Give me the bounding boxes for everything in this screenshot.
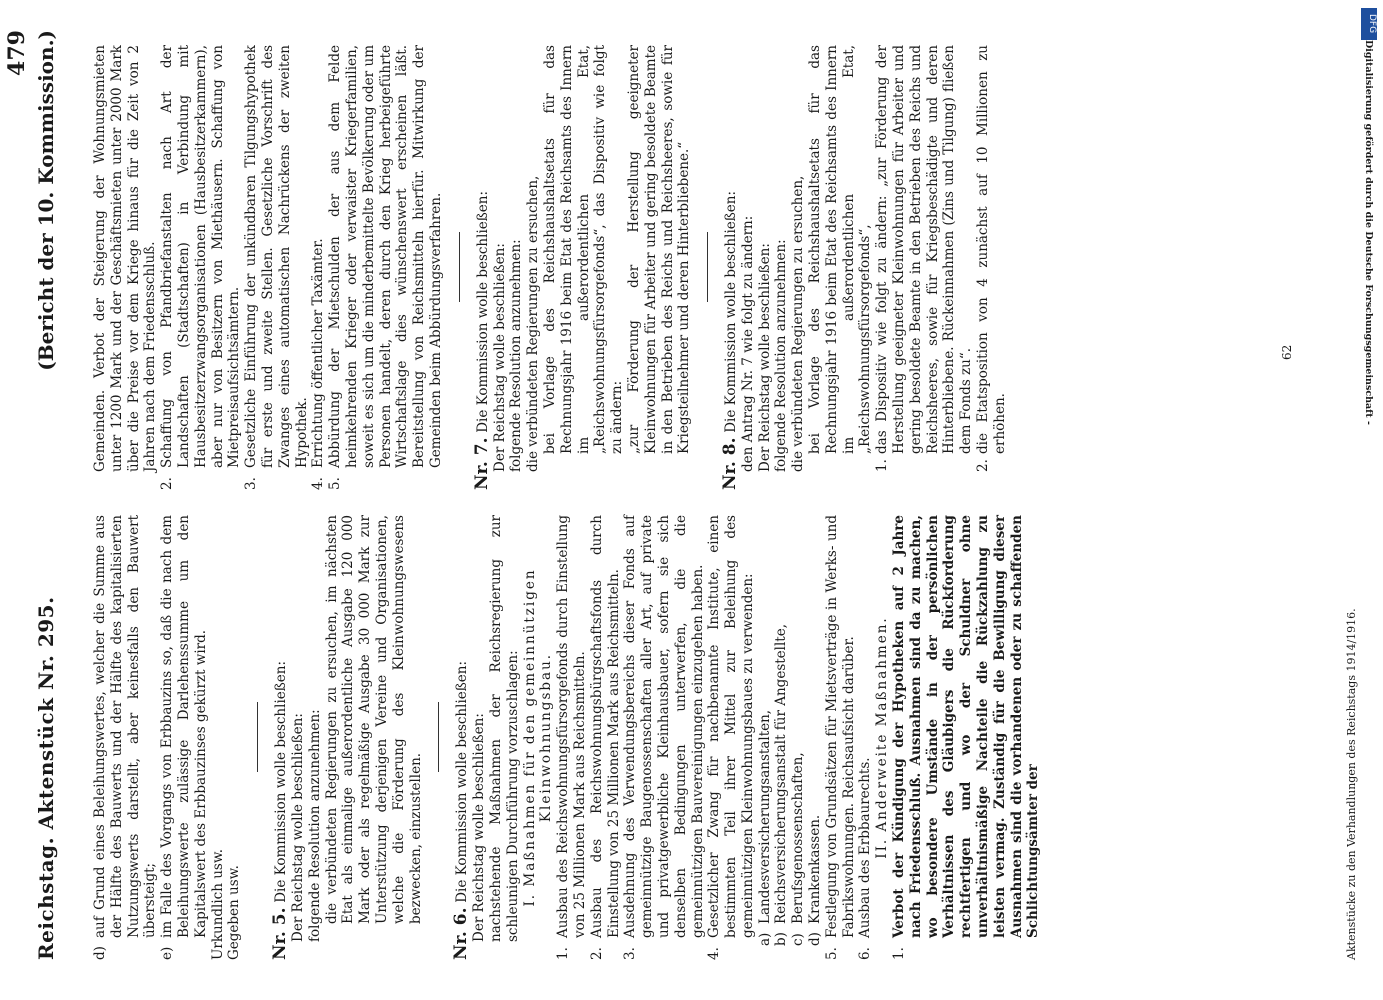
header-title: Reichstag. Aktenstück Nr. 295. — [34, 596, 58, 960]
paragraph: die verbündeten Regierungen zu ersuchen, im nächsten Etat als einmalige außerordentliche Ausgabe 120 000 Mark oder als regelmäßige Ausgabe 30 000 Mark zur Unterstützung derjenigen Vereine und Organisationen, welche die Förderung des Kleinwohnungswesens bezwecken, einzustellen. — [323, 515, 424, 924]
section-heading: Nr. 7. Die Kommission wolle beschließen: — [471, 190, 492, 490]
list-item: 3. Ausdehnung des Verwendungsbereichs dieser Fonds auf gemeinnützige Baugenossenschaften aller Art, auf private und privatgewerbliche Kleinhausbauer, sofern sie sich denselben Bedingungen unterwerfen, die die gemeinnützigen Bauvereinigungen einzugehen haben. — [622, 515, 706, 960]
section-heading: Nr. 6. Die Kommission wolle beschließen: — [451, 660, 472, 960]
list-item: 5. Abbürdung der Mietschulden der aus dem Felde heimkehrenden Krieger oder verwaister Kriegerfamilien, soweit es sich um die minderbemittelte Bevölkerung oder um Personen handelt, deren durch den Krieg herbeigeführte Wirtschaftslage dies wünschenswert erscheinen läßt. Bereitstellung von Reichsmitteln hierfür. Mitwirkung der Gemeinden beim Abbürdungsverfahren. — [327, 45, 444, 490]
list-item: 4. Gesetzlicher Zwang für nachbenannte Institute, einen bestimmten Teil ihrer Mittel zur Beleihung des gemeinnützigen Kleinwohnungsbaues zu verwenden: — [706, 515, 756, 960]
text-line: folgende Resolution anzunehmen: — [306, 709, 323, 942]
divider — [707, 233, 708, 303]
left-column — [92, 515, 1042, 960]
closing-line: Urkundlich usw. — [209, 848, 226, 960]
paragraph: bei Vorlage des Reichshaushaltsetats für das Rechnungsjahr 1916 beim Etat des Reichsamts des Innern im außerordentlichen Etat, „Reichswohnungsfürsorgefonds“, das Dispositiv wie folgt zu ändern: — [541, 45, 626, 454]
list-item: e) im Falle des Vorgangs von Erbbauzins so, daß die nach dem Beleihungswerte zulässige Darlehenssumme um den Kapitalswert des Erbbauzinses gekürzt wird. — [159, 515, 209, 960]
dfg-logo: DFG — [1361, 8, 1377, 40]
quote: „zur Förderung der Herstellung geeigneter Kleinwohnungen für Arbeiter und gering besoldete Beamte in den Betrieben des Reichs und Reichsheeres, sowie für Kriegsteilnehmer und deren Hinterbliebene.“ — [625, 45, 693, 454]
text-line: die verbündeten Regierungen zu ersuchen, — [790, 175, 807, 472]
page-number: 479 — [4, 30, 30, 76]
list-item: 1. Ausbau des Reichswohnungsfürsorgefonds durch Einstellung von 25 Millionen Mark aus Reichsmitteln. — [555, 515, 588, 960]
list-item: 1. das Dispositiv wie folgt zu ändern: „zur Förderung der Herstellung geeigneter Kleinwohnungen für Arbeiter und gering besoldete Beamte in den Betrieben des Reichs und Reichsheeres, sowie für Kriegsbeschädigte und deren Hinterbliebene. Rückeinnahmen (Zins und Tilgung) fließen dem Fonds zu“. — [874, 45, 975, 472]
sub-item: a) Landesversicherungsanstalten, — [756, 709, 773, 946]
page-header — [4, 30, 68, 960]
section-heading: Nr. 8. Die Kommission wolle beschließen: — [720, 190, 741, 490]
paragraph: Gemeinden. Verbot der Steigerung der Wohnungsmieten unter 1200 Mark und der Geschäftsmieten unter 2000 Mark über die Preise vor dem Kriege hinaus für die Zeit von 2 Jahren nach dem Friedensschluß. — [92, 45, 159, 472]
text-line: Der Reichstag wolle beschließen: — [289, 713, 306, 942]
text-line: folgende Resolution anzunehmen: — [508, 239, 525, 472]
list-item: d) auf Grund eines Beleihungswertes, welcher die Summe aus der Hälfte des Bauwerts und der Hälfte des kapitalisierten Nutzungswerts darstellt, aber keinesfalls den Bauwert übersteigt; — [92, 515, 159, 960]
list-item: 2. Ausbau des Reichswohnungsbürgschaftsfonds durch Einstellung von 25 Millionen Mark aus Reichsmitteln. — [588, 515, 622, 960]
divider — [257, 703, 258, 773]
text-line: Der Reichstag wolle beschließen: — [491, 243, 508, 472]
list-item: 4. Errichtung öffentlicher Taxämter. — [310, 238, 327, 490]
text-line: nachstehende Maßnahmen der Reichsregierung zur schleunigen Durchführung vorzuschlagen: — [487, 515, 521, 942]
paragraph: bei Vorlage des Reichshaushaltsetats für das Rechnungsjahr 1916 beim Etat des Reichsamts des Innern im außerordentlichen Etat, „Reichswohnungsfürsorgefonds“, — [807, 45, 874, 454]
divider — [438, 703, 439, 773]
text-line: Der Reichstag wolle beschließen: — [756, 243, 773, 472]
list-item: 3. Gesetzliche Einführung der unkündbaren Tilgungshypothek für erste und zweite Stellen. Gesetzliche Vorschrift des Zwanges eines automatischen Nachrückens der zweiten Hypothek. — [243, 45, 310, 490]
divider — [459, 233, 460, 303]
text-line: Der Reichstag wolle beschließen: — [471, 713, 488, 942]
sub-item: b) Reichsversicherungsanstalt für Angestellte, — [773, 624, 790, 946]
list-item: 2. die Etatsposition von 4 zunächst auf 10 Millionen zu erhöhen. — [975, 45, 1008, 472]
text-line: die verbündeten Regierungen zu ersuchen, — [525, 175, 542, 472]
right-column — [92, 45, 1009, 490]
list-item: 6. Ausbau des Erbbaurechts. — [857, 757, 874, 960]
list-item: 1. Verbot der Kündigung der Hypotheken auf 2 Jahre nach Friedensschluß. Ausnahmen sind da zu machen, wo besondere Umstände in der persönlichen Verhältnissen des Gläubigers die Rückforderung rechtfertigen und wo der Schuldner ohne unverhältnismäßige Nachteile die Rückzahlung zu leisten vermag. Zuständig für die Bewilligung dieser Ausnahmen sind die vorhandenen oder zu schaffenden Schlichtungsämter der — [891, 515, 1042, 960]
digitization-notice: Digitalisierung gefördert durch die Deutsche Forschungsgemeinschaft - — [1363, 40, 1374, 425]
subsection-title: II. Anderweite Maßnahmen. — [874, 616, 891, 859]
subsection-title: I. Maßnahmen für den gemeinnützigen Kleinwohnungsbau. — [521, 568, 555, 907]
header-subtitle: (Bericht der 10. Kommission.) — [34, 30, 58, 371]
section-heading: Nr. 5. Die Kommission wolle beschließen: — [270, 660, 291, 960]
sub-item: c) Berufsgenossenschaften, — [790, 752, 807, 946]
sheet-number: 62 — [1280, 344, 1294, 360]
text-line: folgende Resolution anzunehmen: — [773, 239, 790, 472]
closing-line: Gegeben usw. — [226, 865, 243, 960]
list-item: 5. Festlegung von Grundsätzen für Mietsverträge in Werks- und Fabrikswohnungen. Reichsaufsicht darüber. — [823, 515, 857, 960]
list-item: 2. Schaffung von Pfandbriefanstalten nach Art der Landschaften (Stadtschaften) in Verbindung mit Hausbesitzerzwangsorganisationen (Hausbesitzerkammern), aber nur von Besitzern von Miethäusern. Schaffung von Mietpreisaufsichtsämtern. — [159, 45, 243, 490]
text-line: den Antrag Nr. 7 wie folgt zu ändern: — [739, 215, 756, 472]
page-footer: Aktenstücke zu den Verhandlungen des Reichstags 1914/1916. — [1345, 608, 1358, 960]
sub-item: d) Krankenkassen. — [807, 814, 824, 946]
